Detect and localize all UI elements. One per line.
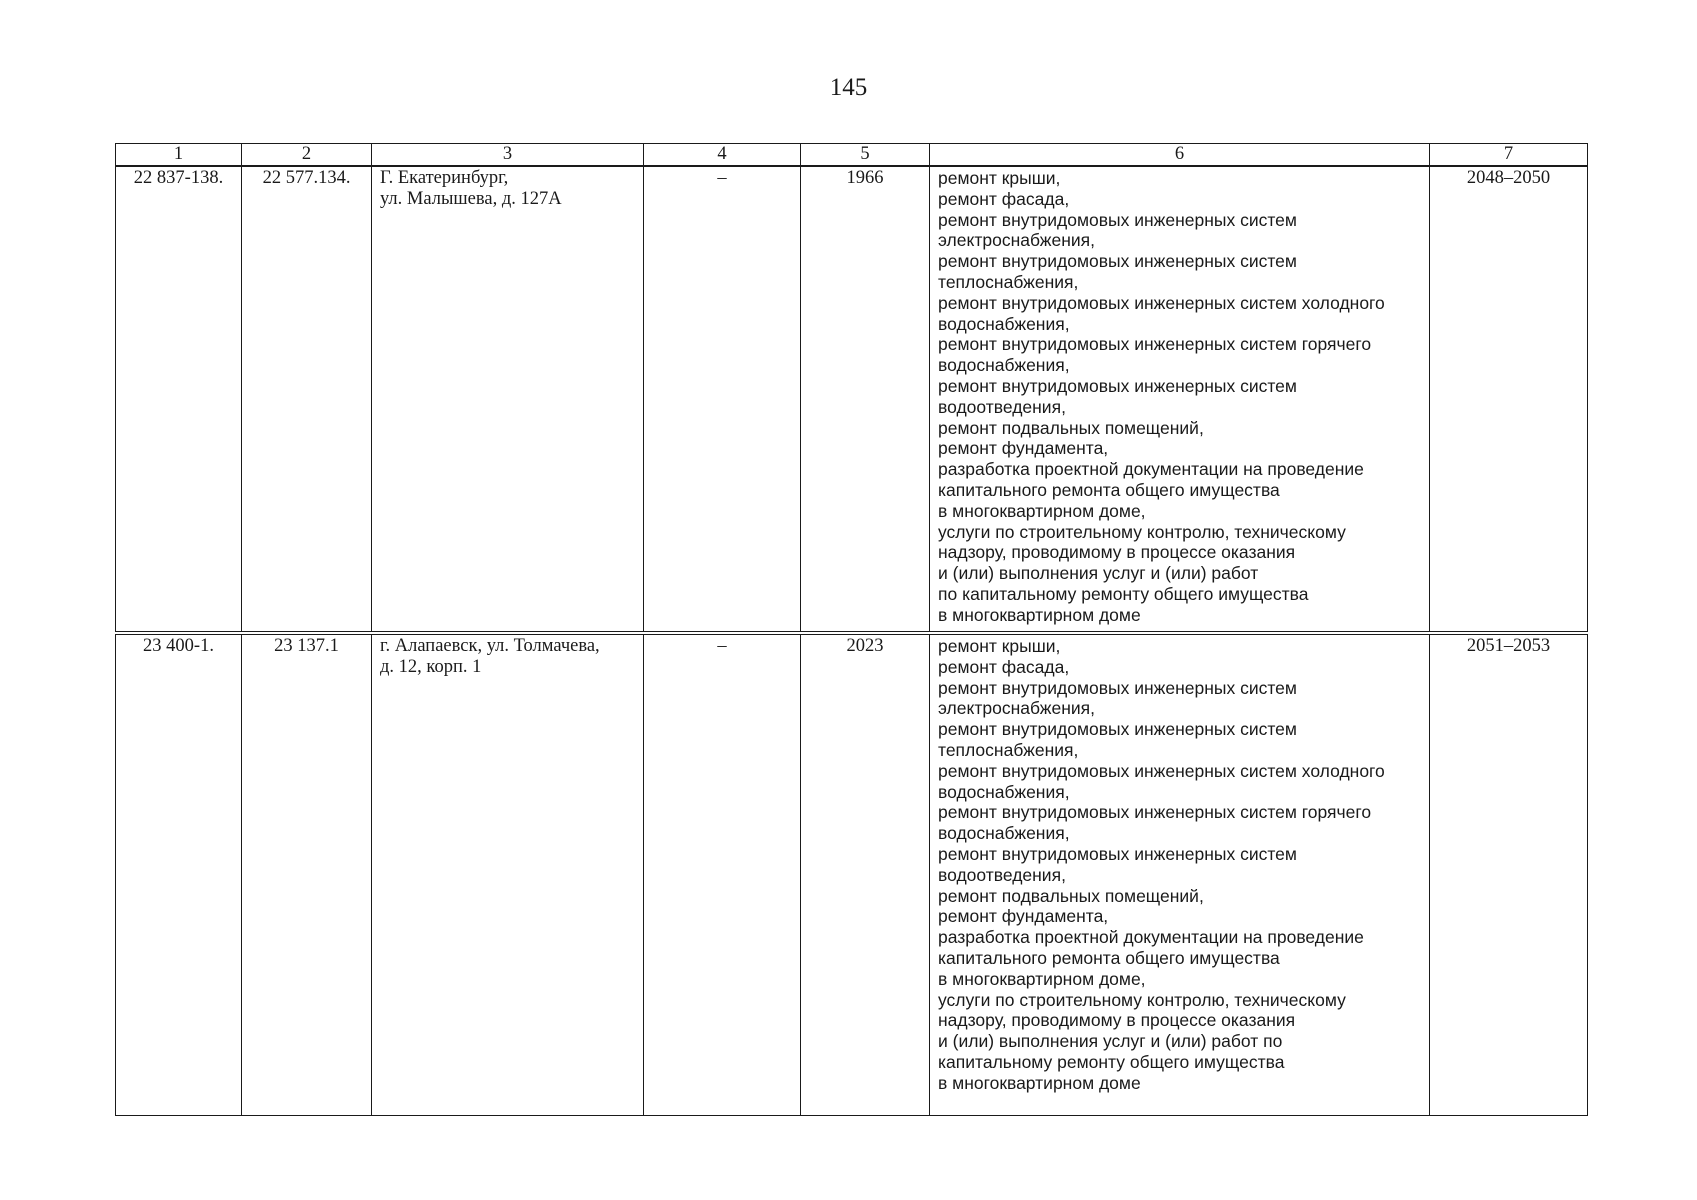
address-line: ул. Малышева, д. 127А — [380, 189, 562, 209]
work-line: ремонт крыши, — [938, 636, 1061, 656]
work-line: разработка проектной документации на проведение — [938, 927, 1364, 948]
work-line: электроснабжения, — [938, 230, 1096, 251]
address-cell — [372, 633, 644, 1116]
page-number: 145 — [829, 74, 868, 101]
work-line: ремонт подвальных помещений, — [938, 417, 1204, 438]
work-line: капитального ремонта общего имущества — [938, 479, 1280, 500]
work-line: ремонт внутридомовых инженерных систем — [938, 209, 1297, 230]
work-line: ремонт внутридомовых инженерных систем — [938, 843, 1297, 864]
work-line: разработка проектной документации на проведение — [938, 459, 1364, 480]
work-line: в многоквартирном доме — [938, 604, 1141, 625]
work-line: ремонт внутридомовых инженерных систем — [938, 677, 1297, 698]
work-line: теплоснабжения, — [938, 739, 1079, 760]
work-line: электроснабжения, — [938, 698, 1096, 719]
address-line: Г. Екатеринбург, — [380, 168, 509, 188]
work-line: ремонт внутридомовых инженерных систем — [938, 719, 1297, 740]
period-cell: 2048–2050 — [1430, 166, 1588, 633]
row-number-cell: 22 837-138. — [116, 166, 242, 633]
capital-repair-table — [115, 143, 1588, 1116]
work-line: ремонт фундамента, — [938, 906, 1109, 927]
works-cell — [930, 633, 1430, 1116]
work-line: в многоквартирном доме, — [938, 968, 1146, 989]
work-line: ремонт подвальных помещений, — [938, 885, 1204, 906]
work-line: ремонт фасада, — [938, 656, 1070, 677]
work-line: ремонт фундамента, — [938, 438, 1109, 459]
work-line: водоотведения, — [938, 396, 1066, 417]
address-line: г. Алапаевск, ул. Толмачева, — [380, 636, 600, 656]
work-line: водоснабжения, — [938, 781, 1070, 802]
col4-cell: – — [644, 633, 801, 1116]
work-line: надзору, проводимому в процессе оказания — [938, 1010, 1296, 1031]
work-line: ремонт фасада, — [938, 188, 1070, 209]
works-cell — [930, 166, 1430, 633]
work-line: ремонт внутридомовых инженерных систем горячего — [938, 334, 1372, 355]
work-line: надзору, проводимому в процессе оказания — [938, 542, 1296, 563]
column-number-row — [116, 144, 1588, 167]
address-line: д. 12, корп. 1 — [380, 657, 482, 677]
work-line: услуги по строительному контролю, техническому — [938, 521, 1346, 542]
col4-cell: – — [644, 166, 801, 633]
work-line: в многоквартирном доме, — [938, 500, 1146, 521]
work-line: по капитальному ремонту общего имущества — [938, 583, 1309, 604]
column-header: 3 — [372, 144, 644, 167]
column-header: 7 — [1430, 144, 1588, 167]
work-line: и (или) выполнения услуг и (или) работ по — [938, 1031, 1283, 1052]
work-line: водоснабжения, — [938, 313, 1070, 334]
work-line: ремонт внутридомовых инженерных систем холодного — [938, 292, 1385, 313]
work-line: капитального ремонта общего имущества — [938, 947, 1280, 968]
work-line: услуги по строительному контролю, техническому — [938, 989, 1346, 1010]
work-line: ремонт внутридомовых инженерных систем — [938, 375, 1297, 396]
work-line: ремонт внутридомовых инженерных систем — [938, 251, 1297, 272]
column-header: 2 — [242, 144, 372, 167]
work-line: водоотведения, — [938, 864, 1066, 885]
column-header: 5 — [801, 144, 930, 167]
work-line: ремонт крыши, — [938, 168, 1061, 188]
column-header: 4 — [644, 144, 801, 167]
year-cell: 2023 — [801, 633, 930, 1116]
work-line: водоснабжения, — [938, 823, 1070, 844]
work-line: и (или) выполнения услуг и (или) работ — [938, 563, 1259, 584]
row-number-cell: 23 400-1. — [116, 633, 242, 1116]
address-cell — [372, 166, 644, 633]
year-cell: 1966 — [801, 166, 930, 633]
house-number-cell: 22 577.134. — [242, 166, 372, 633]
column-header: 1 — [116, 144, 242, 167]
table-row — [116, 633, 1588, 1116]
column-header: 6 — [930, 144, 1430, 167]
table-row — [116, 166, 1588, 633]
work-line: капитальному ремонту общего имущества — [938, 1051, 1285, 1072]
work-line: в многоквартирном доме — [938, 1072, 1141, 1093]
house-number-cell: 23 137.1 — [242, 633, 372, 1116]
period-cell: 2051–2053 — [1430, 633, 1588, 1116]
work-line: водоснабжения, — [938, 355, 1070, 376]
work-line: ремонт внутридомовых инженерных систем горячего — [938, 802, 1372, 823]
work-line: ремонт внутридомовых инженерных систем холодного — [938, 760, 1385, 781]
work-line: теплоснабжения, — [938, 271, 1079, 292]
